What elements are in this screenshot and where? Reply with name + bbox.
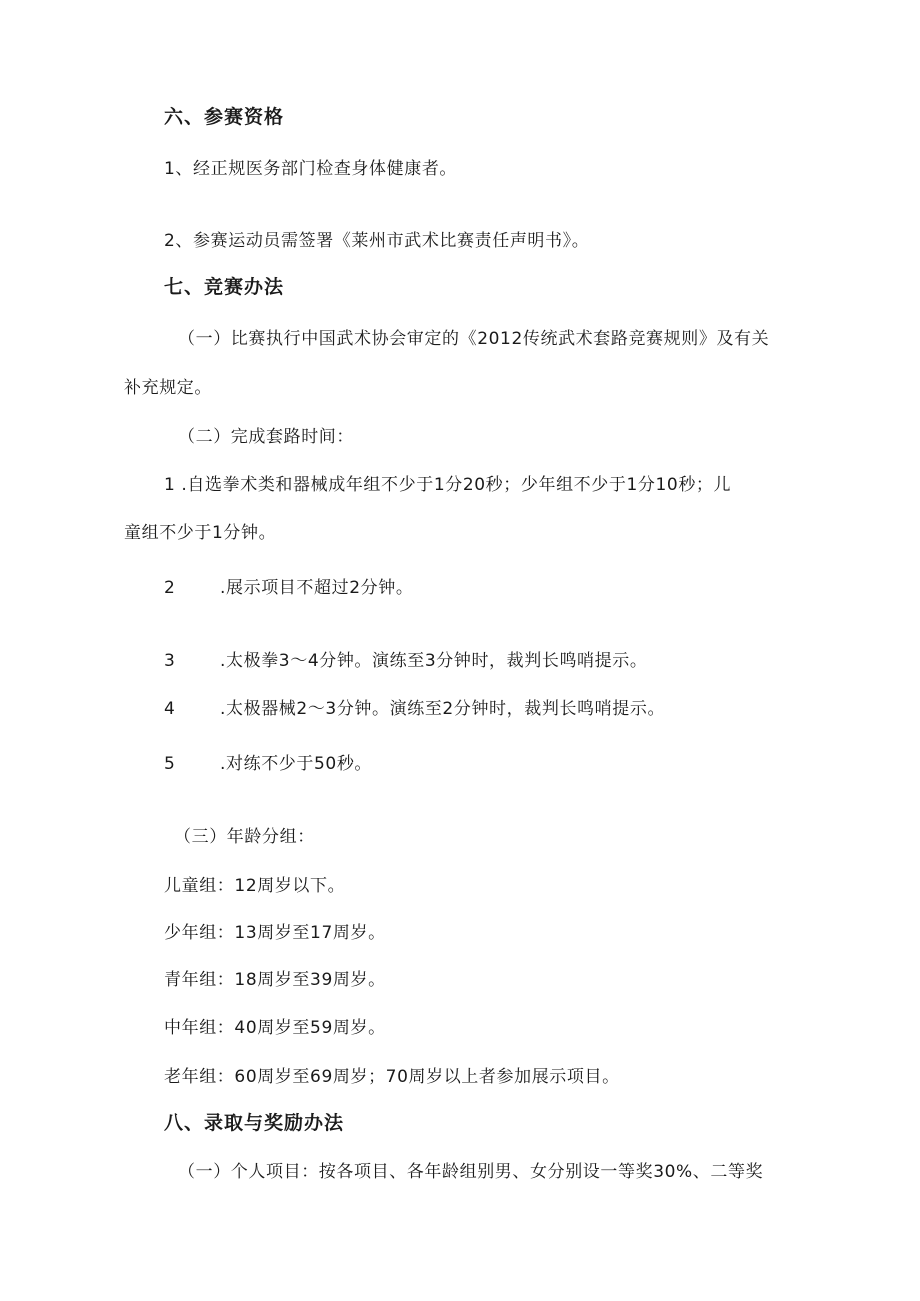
section-6-heading: 六、参赛资格 (164, 106, 285, 128)
section-7-heading: 七、竞赛办法 (164, 276, 285, 298)
section-8-heading: 八、录取与奖励办法 (164, 1112, 345, 1134)
time-item-5-text: .对练不少于50秒。 (220, 754, 373, 774)
age-group-middle-aged: 中年组：40周岁至59周岁。 (164, 1018, 386, 1038)
time-item-3-number: 3 (164, 651, 176, 671)
completion-time-title: （二）完成套路时间： (178, 427, 354, 447)
age-group-juvenile: 少年组：13周岁至17周岁。 (164, 923, 386, 943)
time-item-5 (164, 752, 372, 776)
awards-paragraph-line-1: （一）个人项目：按各项目、各年龄组别男、女分别设一等奖30%、二等奖 (178, 1162, 764, 1182)
age-group-youth: 青年组：18周岁至39周岁。 (164, 970, 386, 990)
qualification-item-1: 1、经正规医务部门检查身体健康者。 (164, 159, 458, 179)
age-group-senior: 老年组：60周岁至69周岁；70周岁以上者参加展示项目。 (164, 1067, 620, 1087)
age-group-children: 儿童组：12周岁以下。 (164, 876, 346, 896)
time-item-2-text: .展示项目不超过2分钟。 (220, 578, 414, 598)
time-item-3-text: .太极拳3～4分钟。演练至3分钟时，裁判长鸣哨提示。 (220, 651, 648, 671)
age-groups-title: （三）年龄分组： (174, 827, 315, 847)
rules-paragraph-line-1: （一）比赛执行中国武术协会审定的《2012传统武术套路竞赛规则》及有关 (178, 329, 770, 349)
time-item-4 (164, 697, 665, 721)
time-item-2 (164, 576, 413, 600)
time-item-4-number: 4 (164, 699, 176, 719)
time-item-2-number: 2 (164, 578, 176, 598)
time-item-1-line-1: 1 .自选拳术类和器械成年组不少于1分20秒；少年组不少于1分10秒；儿 (164, 475, 732, 495)
time-item-3 (164, 649, 647, 673)
time-item-1-line-2: 童组不少于1分钟。 (124, 523, 277, 543)
time-item-4-text: .太极器械2～3分钟。演练至2分钟时，裁判长鸣哨提示。 (220, 699, 666, 719)
qualification-item-2: 2、参赛运动员需签署《莱州市武术比赛责任声明书》。 (164, 231, 590, 251)
time-item-5-number: 5 (164, 754, 176, 774)
rules-paragraph-line-2: 补充规定。 (124, 378, 212, 398)
